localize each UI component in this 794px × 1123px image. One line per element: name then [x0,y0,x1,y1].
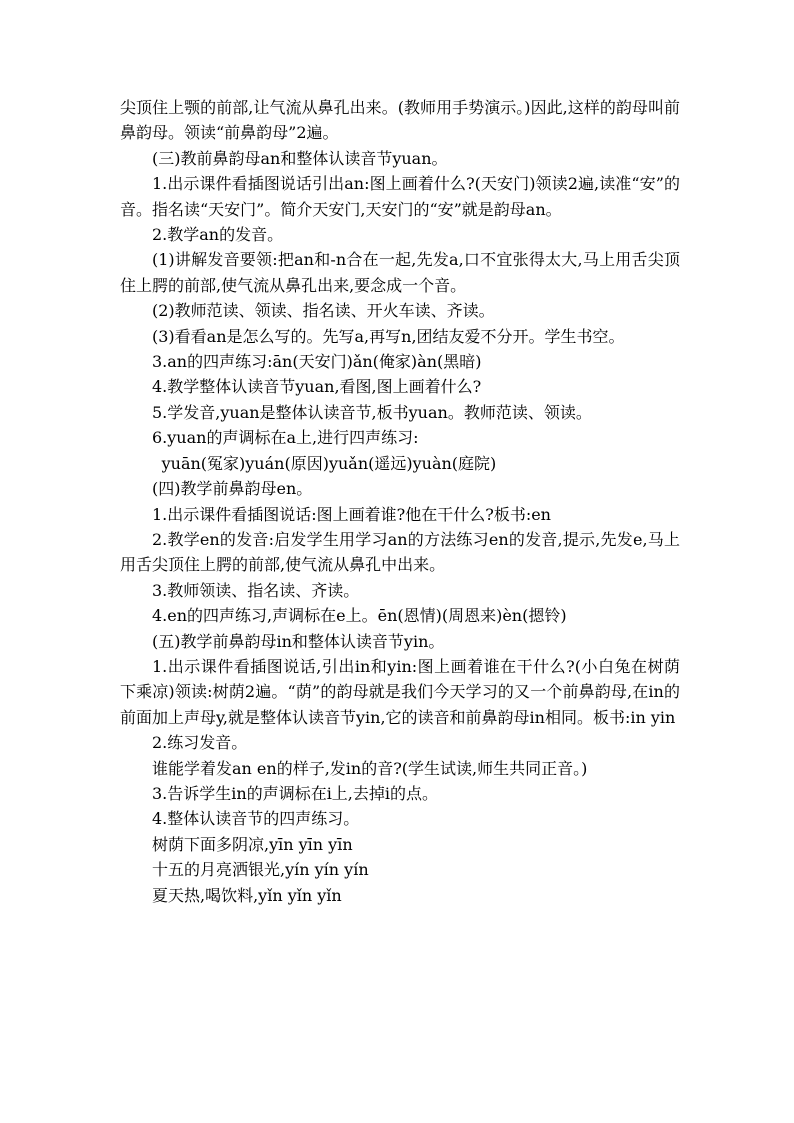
paragraph: (2)教师范读、领读、指名读、开火车读、齐读。 [152,301,495,321]
paragraph: 4.en的四声练习,声调标在e上。ēn(恩情)(周恩来)èn(摁铃) [152,606,567,626]
section-heading: (四)教学前鼻韵母en。 [152,479,313,499]
paragraph: 6.yuan的声调标在a上,进行四声练习: [152,428,419,448]
paragraph: 3.an的四声练习:ān(天安门)ǎn(俺家)àn(黑暗) [152,352,482,372]
paragraph: 4.整体认读音节的四声练习。 [152,809,360,829]
document-body [120,95,680,908]
paragraph: 2.教学an的发音。 [152,225,284,245]
paragraph: (1)讲解发音要领:把an和-n合在一起,先发a,口不宜张得太大,马上用舌尖顶住上腭的前部,使气流从鼻孔出来,要念成一个音。 [120,250,680,295]
paragraph: 5.学发音,yuan是整体认读音节,板书yuan。教师范读、领读。 [152,402,592,422]
paragraph: (3)看看an是怎么写的。先写a,再写n,团结友爱不分开。学生书空。 [152,326,625,346]
paragraph: 4.教学整体认读音节yuan,看图,图上画着什么? [152,377,482,397]
paragraph: 1.出示课件看插图说话,引出in和yin:图上画着谁在干什么?(小白兔在树荫下乘凉)领读:树荫2遍。“荫”的韵母就是我们今天学习的又一个前鼻韵母,在in的前面加上声母y,就是整体认读音节yin,它的读音和前鼻韵母in相同。板书:in yin [120,656,680,727]
rhyme-line: 十五的月亮洒银光,yín yín yín [152,860,369,880]
paragraph: 尖顶住上颚的前部,让气流从鼻孔出来。(教师用手势演示。)因此,这样的韵母叫前鼻韵母。领读“前鼻韵母”2遍。 [120,98,680,143]
rhyme-line: 树荫下面多阴凉,yīn yīn yīn [152,834,353,854]
paragraph: 3.教师领读、指名读、齐读。 [152,580,360,600]
section-heading: (五)教学前鼻韵母in和整体认读音节yin。 [152,631,445,651]
pinyin-example-line: yuān(冤家)yuán(原因)yuǎn(遥远)yuàn(庭院) [161,453,497,473]
paragraph: 1.出示课件看插图说话:图上画着谁?他在干什么?板书:en [152,504,551,524]
paragraph: 3.告诉学生in的声调标在i上,去掉i的点。 [152,783,439,803]
paragraph: 1.出示课件看插图说话引出an:图上画着什么?(天安门)领读2遍,读准“安”的音。指名读“天安门”。简介天安门,天安门的“安”就是韵母an。 [120,174,680,219]
section-heading: (三)教前鼻韵母an和整体认读音节yuan。 [152,148,448,168]
paragraph: 2.练习发音。 [152,733,248,753]
paragraph: 2.教学en的发音:启发学生用学习an的方法练习en的发音,提示,先发e,马上用舌尖顶住上腭的前部,使气流从鼻孔中出来。 [120,529,680,575]
paragraph: 谁能学着发an en的样子,发in的音?(学生试读,师生共同正音。) [152,758,588,778]
rhyme-line: 夏天热,喝饮料,yǐn yǐn yǐn [152,885,342,905]
